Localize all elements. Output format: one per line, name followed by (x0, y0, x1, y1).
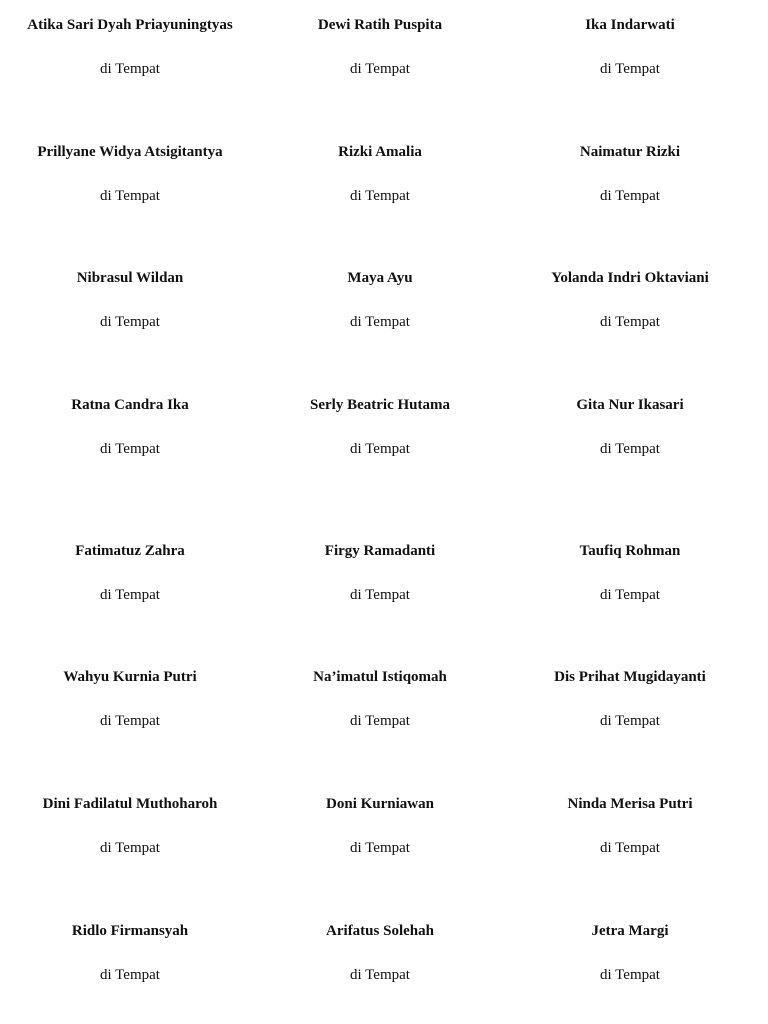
address-label (255, 542, 505, 602)
recipient-place: di Tempat (600, 188, 660, 204)
recipient-place: di Tempat (350, 840, 410, 856)
recipient-name: Atika Sari Dyah Priayuningtyas (27, 17, 233, 33)
recipient-place: di Tempat (100, 441, 160, 457)
address-label (255, 16, 505, 76)
recipient-name: Ratna Candra Ika (71, 397, 189, 413)
recipient-place: di Tempat (100, 61, 160, 77)
address-label (505, 143, 755, 203)
address-label (505, 542, 755, 602)
address-label (5, 269, 255, 329)
recipient-name: Na’imatul Istiqomah (313, 669, 447, 685)
recipient-name: Ika Indarwati (585, 17, 675, 33)
address-label (505, 668, 755, 728)
address-label (255, 143, 505, 203)
recipient-name: Wahyu Kurnia Putri (63, 669, 197, 685)
address-label (505, 795, 755, 855)
address-label (5, 542, 255, 602)
address-label (5, 668, 255, 728)
recipient-place: di Tempat (100, 713, 160, 729)
recipient-name: Jetra Margi (591, 923, 669, 939)
recipient-place: di Tempat (600, 61, 660, 77)
recipient-place: di Tempat (350, 61, 410, 77)
address-label (5, 16, 255, 76)
recipient-place: di Tempat (100, 967, 160, 983)
recipient-name: Arifatus Solehah (326, 923, 434, 939)
recipient-name: Dewi Ratih Puspita (317, 17, 443, 33)
address-label (255, 396, 505, 456)
recipient-name: Yolanda Indri Oktaviani (551, 270, 709, 286)
address-label (5, 922, 255, 982)
recipient-place: di Tempat (350, 441, 410, 457)
recipient-name: Fatimatuz Zahra (75, 543, 185, 559)
recipient-place: di Tempat (600, 967, 660, 983)
recipient-name: Naimatur Rizki (579, 144, 681, 160)
address-label (5, 143, 255, 203)
address-label (255, 269, 505, 329)
address-label (505, 16, 755, 76)
address-label (255, 922, 505, 982)
recipient-name: Serly Beatric Hutama (310, 397, 450, 413)
recipient-place: di Tempat (100, 314, 160, 330)
recipient-name: Firgy Ramadanti (324, 543, 436, 559)
recipient-place: di Tempat (100, 587, 160, 603)
address-label (505, 396, 755, 456)
recipient-name: Dini Fadilatul Muthoharoh (42, 796, 218, 812)
recipient-place: di Tempat (600, 587, 660, 603)
recipient-place: di Tempat (100, 840, 160, 856)
recipient-place: di Tempat (100, 188, 160, 204)
recipient-place: di Tempat (600, 314, 660, 330)
recipient-place: di Tempat (600, 713, 660, 729)
recipient-name: Maya Ayu (347, 270, 413, 286)
address-label (255, 795, 505, 855)
recipient-place: di Tempat (600, 840, 660, 856)
recipient-name: Ridlo Firmansyah (71, 923, 189, 939)
recipient-name: Prillyane Widya Atsigitantya (37, 144, 223, 160)
address-label (505, 922, 755, 982)
recipient-place: di Tempat (350, 713, 410, 729)
address-label (5, 396, 255, 456)
address-label (505, 269, 755, 329)
recipient-place: di Tempat (350, 314, 410, 330)
recipient-name: Gita Nur Ikasari (576, 397, 684, 413)
recipient-name: Nibrasul Wildan (76, 270, 184, 286)
recipient-name: Doni Kurniawan (326, 796, 434, 812)
recipient-place: di Tempat (350, 967, 410, 983)
recipient-place: di Tempat (350, 188, 410, 204)
address-label (5, 795, 255, 855)
recipient-place: di Tempat (600, 441, 660, 457)
recipient-place: di Tempat (350, 587, 410, 603)
recipient-name: Dis Prihat Mugidayanti (554, 669, 706, 685)
recipient-name: Ninda Merisa Putri (567, 796, 693, 812)
address-label (255, 668, 505, 728)
recipient-name: Taufiq Rohman (579, 543, 681, 559)
recipient-name: Rizki Amalia (338, 144, 422, 160)
